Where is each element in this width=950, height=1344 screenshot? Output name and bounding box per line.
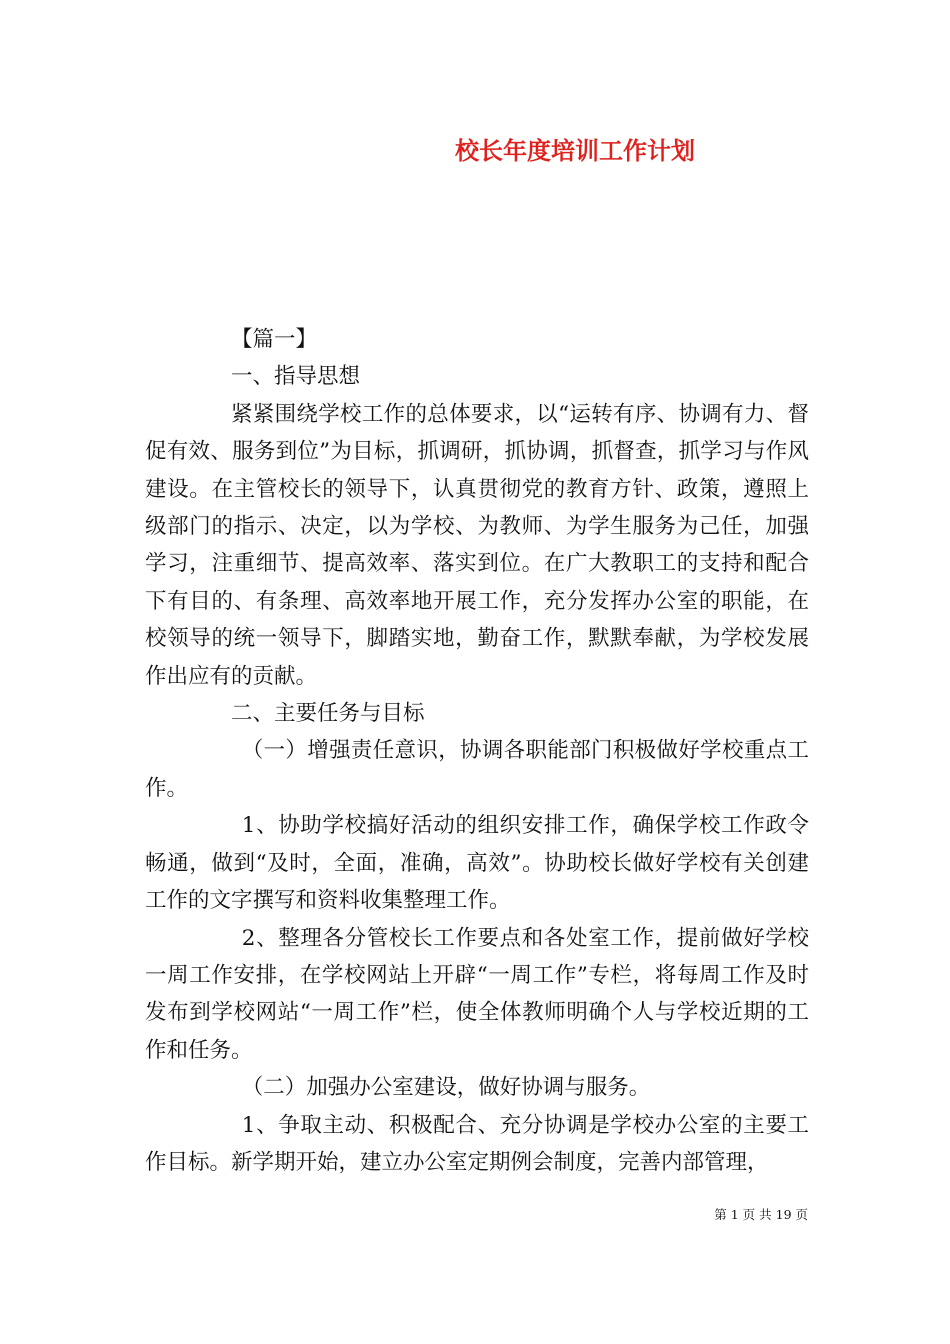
subsection-heading-office-building: （二）加强办公室建设，做好协调与服务。 xyxy=(241,1075,651,1101)
page-number-footer: 第 1 页 共 19 页 xyxy=(714,1207,808,1222)
document-body xyxy=(145,321,809,1181)
subsection-heading-responsibility: （一）增强责任意识，协调各职能部门积极做好学校重点工作。 xyxy=(145,738,809,801)
part-label: 【篇一】 xyxy=(231,327,318,352)
paragraph-guiding-ideology: 紧紧围绕学校工作的总体要求，以“运转有序、协调有力、督促有效、服务到位”为目标，抓调研，抓协调，抓督查，抓学习与作风建设。在主管校长的领导下，认真贯彻党的教育方针、政策，遵照上级部门的指示、决定，以为学校、为教师、为学生服务为己任，加强学习，注重细节、提高效率、落实到位。在广大教职工的支持和配合下有目的、有条理、高效率地开展工作，充分发挥办公室的职能，在校领导的统一领导下，脚踏实地，勤奋工作，默默奉献，为学校发展作出应有的贡献。 xyxy=(145,401,809,689)
list-item-2-1: 1、争取主动、积极配合、充分协调是学校办公室的主要工作目标。新学期开始，建立办公室定期例会制度，完善内部管理， xyxy=(145,1112,809,1175)
section-heading-main-tasks: 二、主要任务与目标 xyxy=(231,701,425,727)
list-item-1-2: 2、整理各分管校长工作要点和各处室工作，提前做好学校一周工作安排，在学校网站上开辟“一周工作”专栏，将每周工作及时发布到学校网站“一周工作”栏，使全体教师明确个人与学校近期的工作和任务。 xyxy=(145,925,809,1063)
document-title: 校长年度培训工作计划 xyxy=(455,136,695,165)
list-item-1-1: 1、协助学校搞好活动的组织安排工作，确保学校工作政令畅通，做到“及时，全面，准确，高效”。协助校长做好学校有关创建工作的文字撰写和资料收集整理工作。 xyxy=(145,813,809,914)
section-heading-guiding-ideology: 一、指导思想 xyxy=(231,364,361,390)
